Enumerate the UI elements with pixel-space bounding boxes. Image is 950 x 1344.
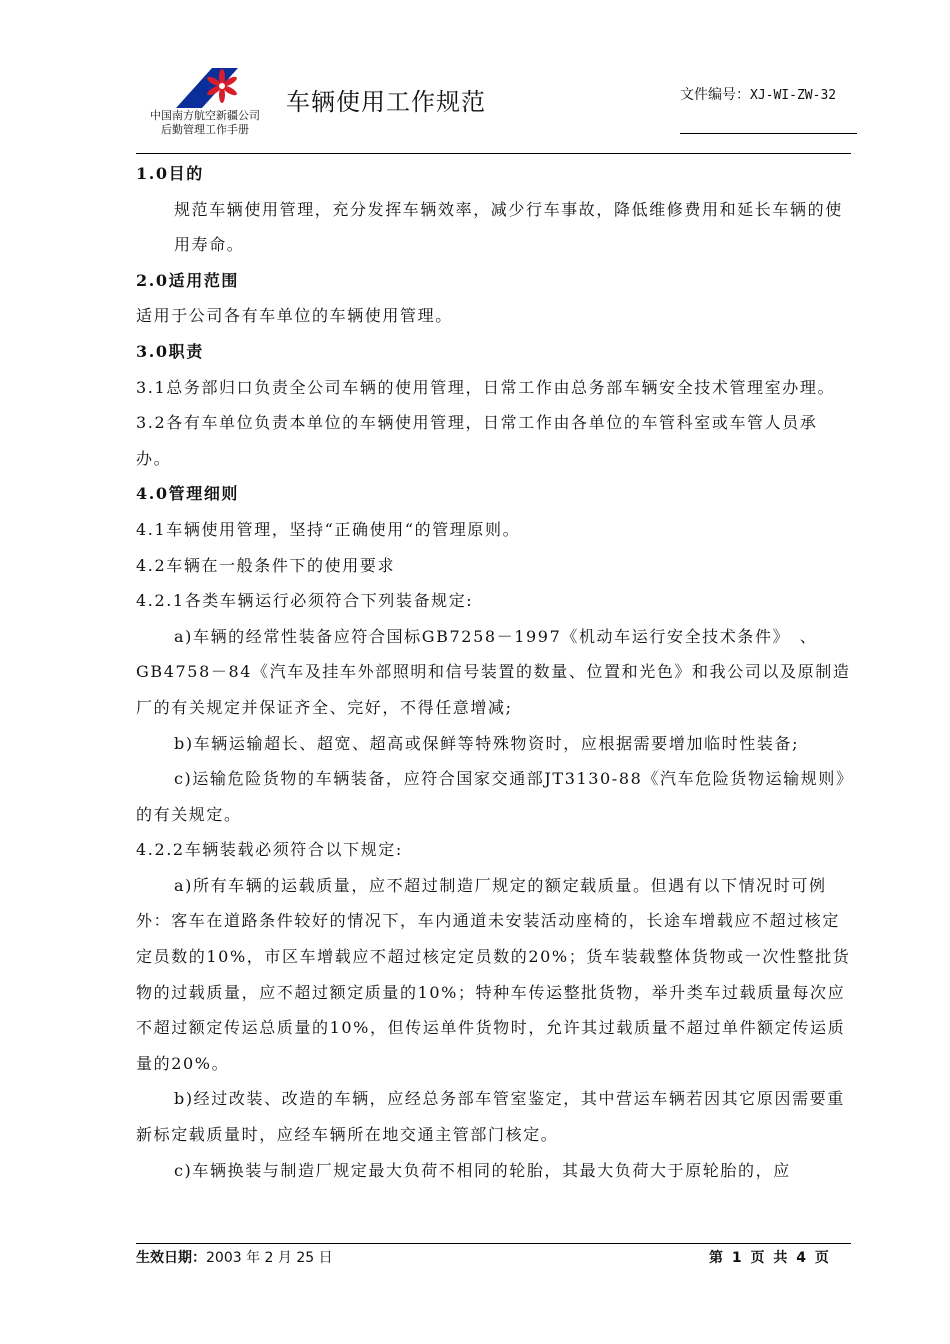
paragraph: 规范车辆使用管理，充分发挥车辆效率，减少行车事故，降低维修费用和延长车辆的使用寿命。 <box>174 199 843 255</box>
effective-date-value: 2003 年 2 月 25 日 <box>206 1250 333 1266</box>
document-number <box>680 84 836 104</box>
section-heading: 2.0适用范围 <box>136 270 240 290</box>
document-number-value: XJ-WI-ZW-32 <box>750 88 837 103</box>
header-divider <box>136 153 851 154</box>
section-heading: 3.0职责 <box>136 341 204 361</box>
org-line-1: 中国南方航空新疆公司 <box>150 109 260 122</box>
airline-logo-icon <box>172 66 242 110</box>
paragraph: 4.1车辆使用管理，坚持“正确使用“的管理原则。 <box>136 519 521 539</box>
document-body <box>136 156 851 1188</box>
paragraph: 4.2.2车辆装载必须符合以下规定: <box>136 840 403 860</box>
org-line-2: 后勤管理工作手册 <box>161 123 249 136</box>
paragraph: c)运输危险货物的车辆装备，应符合国家交通部JT3130-88《汽车危险货物运输规则》的有关规定。 <box>136 769 846 824</box>
section-heading: 4.0管理细则 <box>136 484 240 504</box>
paragraph: 3.2各有车单位负责本单位的车辆使用管理，日常工作由各单位的车管科室或车管人员承办。 <box>136 413 818 468</box>
document-title: 车辆使用工作规范 <box>286 88 486 116</box>
document-number-label: 文件编号： <box>680 87 750 103</box>
paragraph: a)所有车辆的运载质量，应不超过制造厂规定的额定载质量。但遇有以下情况时可例外：客车在道路条件较好的情况下，车内通道未安装活动座椅的，长途车增载应不超过核定定员数的10%，市区车增载应不超过核定定员数的20%；货车装载整体货物或一次性整批货物的过载质量，应不超过额定质量的10%；特种车传运整批货物，举升类车过载质量每次应不超过额定传运总质量的10%，但传运单件货物时，允许其过载质量不超过单件额定传运质量的20%。 <box>136 875 851 1073</box>
paragraph: b)车辆运输超长、超宽、超高或保鲜等特殊物资时，应根据需要增加临时性装备; <box>174 733 800 753</box>
section-heading: 1.0目的 <box>136 164 204 183</box>
page-number: 第 1 页 共 4 页 <box>709 1250 829 1266</box>
organization-name <box>140 109 270 137</box>
paragraph: 适用于公司各有车单位的车辆使用管理。 <box>136 306 453 326</box>
paragraph: c)车辆换装与制造厂规定最大负荷不相同的轮胎，其最大负荷大于原轮胎的，应 <box>174 1160 791 1180</box>
effective-date-label: 生效日期： <box>136 1250 206 1266</box>
footer-divider <box>136 1243 851 1244</box>
paragraph: a)车辆的经常性装备应符合国标GB7258－1997《机动车运行安全技术条件》 、GB4758－84《汽车及挂车外部照明和信号装置的数量、位置和光色》和我公司以及原制造厂的有关规定并保证齐全、完好，不得任意增减; <box>136 626 851 717</box>
effective-date <box>136 1247 333 1267</box>
company-logo <box>140 66 270 146</box>
paragraph: 4.2车辆在一般条件下的使用要求 <box>136 555 396 575</box>
paragraph: b)经过改装、改造的车辆，应经总务部车管室鉴定，其中营运车辆若因其它原因需要重新标定载质量时，应经车辆所在地交通主管部门核定。 <box>136 1089 845 1145</box>
paragraph: 3.1总务部归口负责全公司车辆的使用管理，日常工作由总务部车辆安全技术管理室办理。 <box>136 377 836 397</box>
paragraph: 4.2.1各类车辆运行必须符合下列装备规定: <box>136 591 474 611</box>
header-underline-short <box>680 133 857 134</box>
